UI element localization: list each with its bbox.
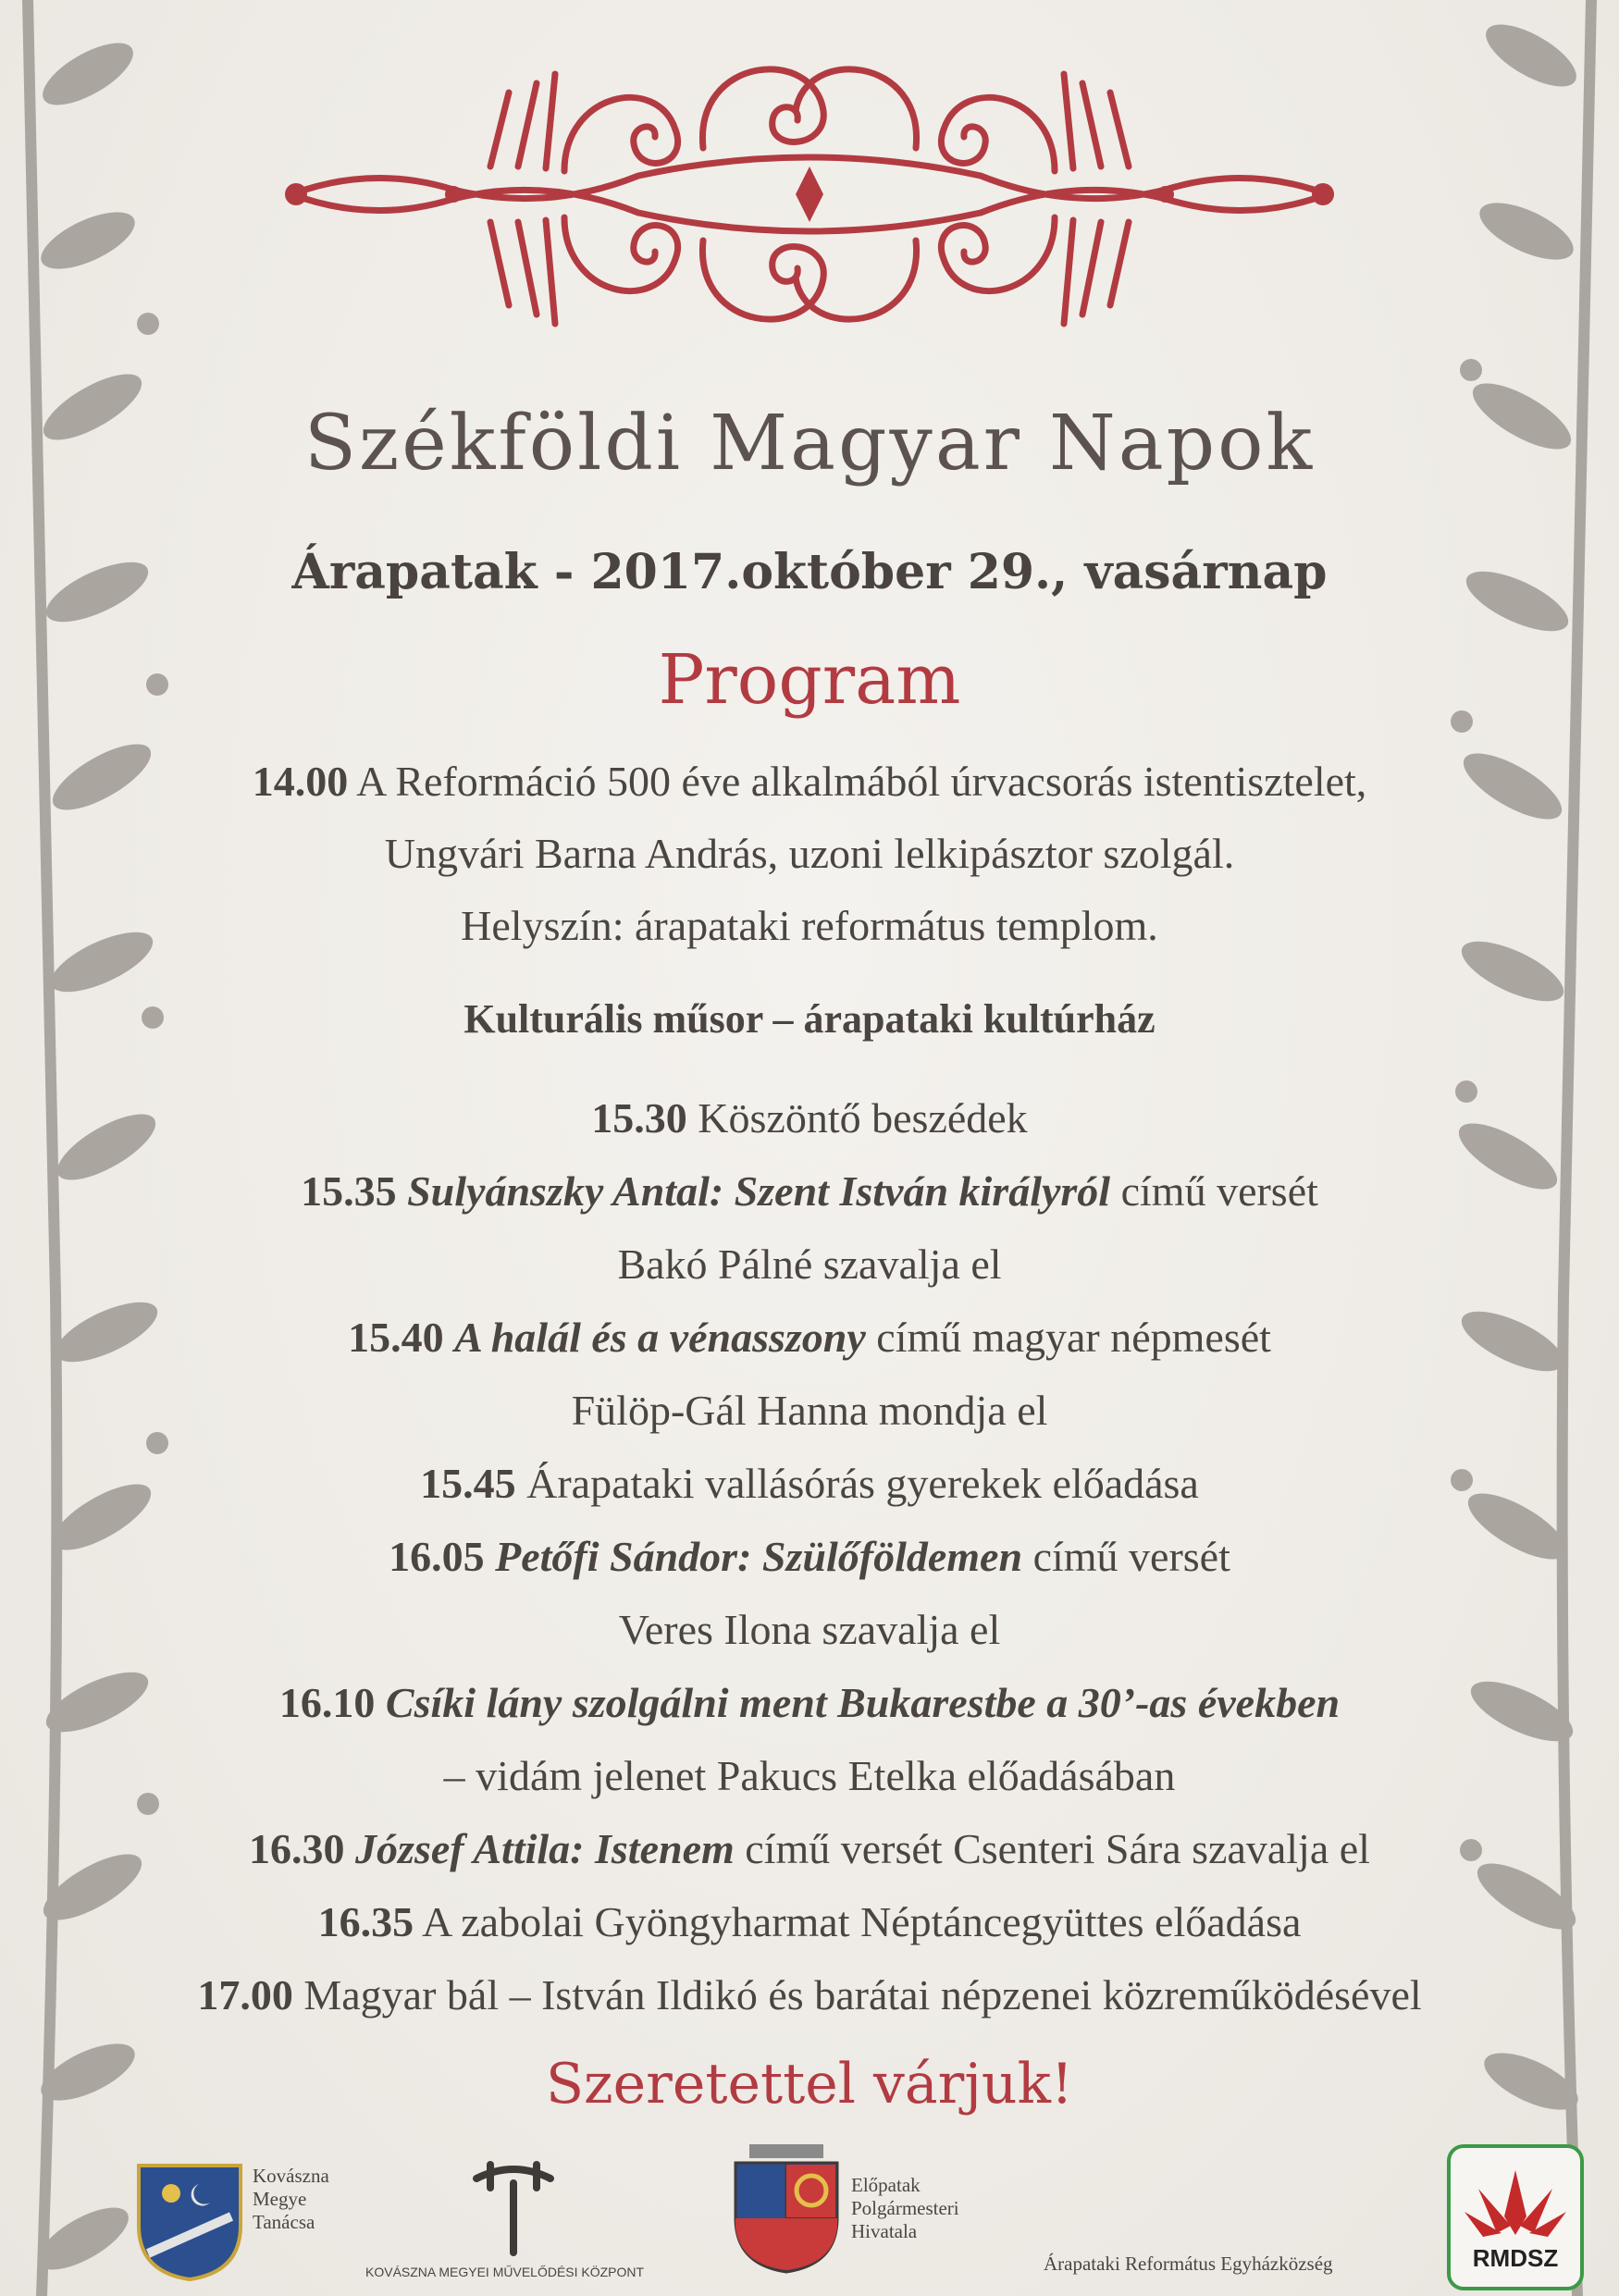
program-item (0, 1605, 1619, 1654)
program-item (0, 1897, 1619, 1946)
left-vine-decoration (0, 0, 185, 2296)
program-item (0, 1093, 1619, 1142)
coat-of-arms-icon (134, 2161, 245, 2281)
service-location: Helyszín: árapataki református templom. (461, 902, 1158, 949)
kovaszna-council-logo (134, 2161, 329, 2285)
logo-text-line: Tanácsa (253, 2211, 315, 2234)
program-item-text: – vidám jelenet Pakucs Etelka előadásában (443, 1752, 1176, 1799)
program-item (0, 1313, 1619, 1362)
program-item-suffix: című versét Csenteri Sára szavalja el (734, 1825, 1370, 1872)
program-item-text: Magyar bál – István Ildikó és barátai népzenei közreműködésével (303, 1971, 1422, 2018)
tulip-icon (1460, 2161, 1571, 2244)
tree-symbol-icon (467, 2155, 560, 2257)
program-item-text: A zabolai Gyöngyharmat Néptáncegyüttes előadása (422, 1898, 1302, 1945)
church-name: Árapataki Református Egyházközség (1044, 2253, 1333, 2275)
logo-text-line: Megye (253, 2188, 307, 2211)
service-line-2: Ungvári Barna András, uzoni lelkipásztor szolgál. (384, 830, 1235, 877)
elopatak-text (851, 2174, 959, 2244)
program-item-time: 17.00 (197, 1971, 293, 2018)
service-time: 14.00 (252, 758, 349, 805)
kovaszna-council-text (253, 2165, 329, 2235)
program-item (0, 1240, 1619, 1289)
program-item (0, 1824, 1619, 1873)
program-item-text: Köszöntő beszédek (698, 1094, 1028, 1142)
logo-text-line: Hivatala (851, 2220, 918, 2243)
closing-message: Szeretettel várjuk! (545, 2052, 1074, 2117)
program-item-title: Petőfi Sándor: Szülőföldemen (495, 1533, 1023, 1580)
folk-spiral-ornament (268, 37, 1351, 370)
program-item-time: 15.30 (591, 1094, 687, 1142)
program-item-time: 15.40 (348, 1314, 444, 1361)
program-item-title: Sulyánszky Antal: Szent István királyról (407, 1167, 1111, 1215)
program-item-suffix: című versét (1022, 1533, 1230, 1580)
event-date-location: Árapatak - 2017.október 29., vasárnap (291, 544, 1328, 600)
logo-text-line: Előpatak (851, 2174, 921, 2196)
service-description: A Reformáció 500 éve alkalmából úrvacsorás istentisztelet, (356, 758, 1367, 805)
program-item-text: Veres Ilona szavalja el (618, 1606, 1001, 1653)
program-item-time: 15.35 (301, 1167, 397, 1215)
program-item-time: 15.45 (420, 1460, 516, 1507)
logo-text-line: Polgármesteri (851, 2197, 959, 2220)
program-item-title: Csíki lány szolgálni ment Bukarestbe a 30’-as években (385, 1679, 1341, 1726)
program-item-text: Fülöp-Gál Hanna mondja el (571, 1387, 1048, 1434)
rmdsz-label: RMDSZ (1472, 2244, 1559, 2272)
service-line-1 (0, 757, 1619, 806)
program-item-title: József Attila: Istenem (355, 1825, 735, 1872)
program-item-time: 16.05 (389, 1533, 485, 1580)
elopatak-logo (731, 2144, 959, 2277)
program-item-time: 16.35 (317, 1898, 414, 1945)
program-item-suffix: című magyar népmesét (865, 1314, 1271, 1361)
program-item-text: Bakó Pálné szavalja el (617, 1241, 1002, 1288)
rmdsz-logo (1447, 2144, 1584, 2290)
program-item (0, 1532, 1619, 1581)
program-heading: Program (658, 640, 961, 720)
logo-text-line: Kovászna (253, 2165, 329, 2187)
program-item (0, 1386, 1619, 1435)
section-heading: Kulturális műsor – árapataki kultúrház (463, 996, 1156, 1042)
program-item-title: A halál és a vénasszony (454, 1314, 866, 1361)
right-vine-decoration (1434, 0, 1619, 2296)
program-item (0, 1751, 1619, 1800)
page-title: Székföldi Magyar Napok (303, 400, 1316, 488)
program-item-time: 16.30 (249, 1825, 345, 1872)
program-item-time: 16.10 (278, 1679, 376, 1726)
program-item-suffix: című versét (1110, 1167, 1318, 1215)
cultural-center-text: KOVÁSZNA MEGYEI MŰVELŐDÉSI KÖZPONT (365, 2265, 645, 2279)
program-item (0, 1678, 1619, 1727)
program-item (0, 1459, 1619, 1508)
elopatak-coat-of-arms-icon (731, 2144, 842, 2274)
program-item (0, 1970, 1619, 2019)
program-item-text: Árapataki vallásórás gyerekek előadása (526, 1460, 1199, 1507)
program-item (0, 1167, 1619, 1216)
